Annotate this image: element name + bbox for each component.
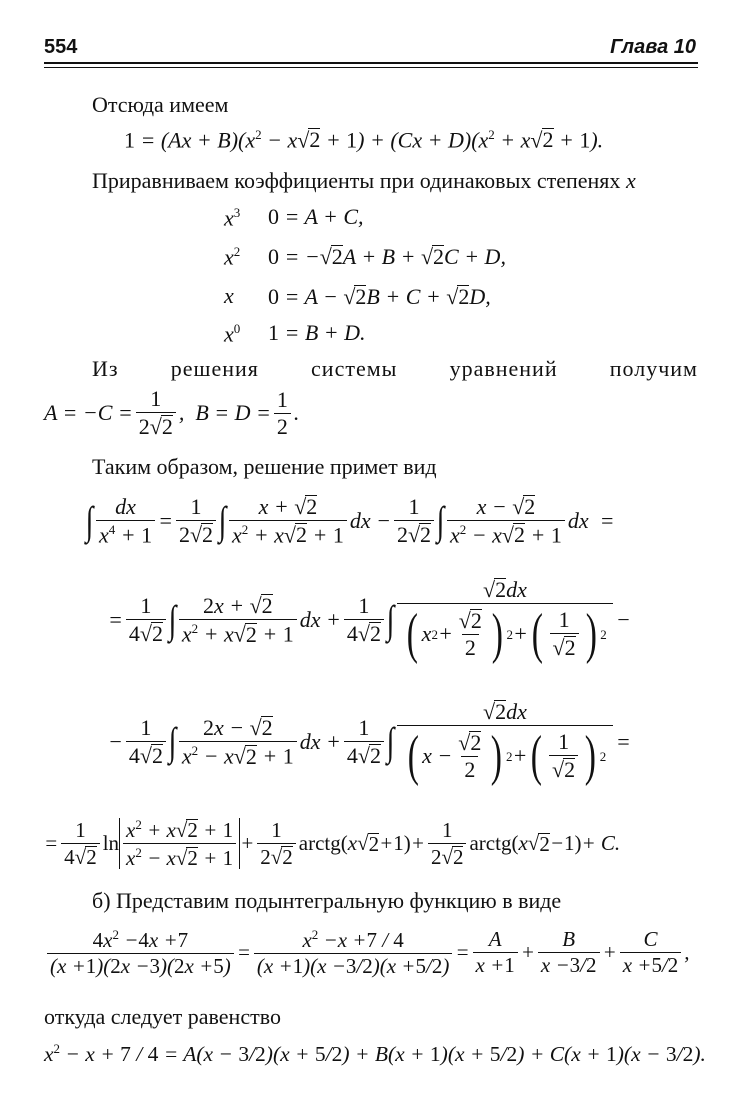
system-row: $x^0$ (224, 321, 241, 347)
partial-fractions: $\frac{4x^2 -4x +7}{(x +1)(2x -3)(2x +5)}$ = $\frac{x^2 -x +7 / 4}{(x +1)(x -3/2)(x +5/2)}$ = $\frac{A}{x +1}$ + $\frac{B}{x -3/2}$ + $\frac{C}{x +5/2}$ , (44, 928, 690, 977)
system-row: x (224, 283, 234, 308)
paragraph-text: б) Представим подынтегральную функцию в виде (92, 888, 562, 913)
paragraph-text: откуда следует равенство (44, 1004, 281, 1029)
paragraph-text: Приравниваем коэффициенты при одинаковых степенях x (92, 168, 636, 193)
integral-line-3: − $\frac{1}{4√2}$ ∫ $\frac{2x - √2}{x^2 - x√2 + 1}$ dx + $\frac{1}{4√2}$ ∫ √2dx ( x − $\frac{√2}{2}$ ) 2 + ( $\frac{1}{√2}$ ) 2 = (108, 699, 631, 787)
system-row: $x^2$ (224, 244, 241, 270)
integral-line-1: ∫ $\frac{dx}{x^4 + 1}$ = $\frac{1}{2√2}$ ∫ $\frac{x + √2}{x^2 + x√2 + 1}$ dx − $\frac{1}{2√2}$ ∫ $\frac{x - √2}{x^2 - x√2 + 1}$ dx = (85, 493, 615, 548)
chapter-title: Глава 10 (610, 36, 696, 58)
integral-result: = $\frac{1}{4√2}$ ln $\frac{x^2 + x√2 + 1}{x^2 - x√2 + 1}$ + $\frac{1}{2√2}$ arctg( x √ 2 + 1) + $\frac{1}{2√2}$ arctg( x √ 2 − 1) + C. (44, 817, 621, 870)
system-equation: 0 = A − √2B + C + √2D, (268, 284, 491, 309)
paragraph-text: Таким образом, решение примет вид (92, 454, 437, 479)
header-rule (44, 62, 698, 64)
integral-line-2: = $\frac{1}{4√2}$ ∫ $\frac{2x + √2}{x^2 + x√2 + 1}$ dx + $\frac{1}{4√2}$ ∫ √2dx ( x 2 + $\frac{√2}{2}$ ) 2 + ( $\frac{1}{√2}$ ) 2 − (108, 577, 631, 665)
system-equation: 0 = A + C, (268, 204, 364, 229)
paragraph-justified: Из решения системы уравнений получим (92, 356, 698, 381)
solution-equation: A = −C = $\frac{1}{2√2}$ , B = D = $\frac{1}{2}$ . (44, 386, 300, 439)
final-equation: $x^2 - x + 7 / 4 = A(x - 3/2)(x + 5/2) + B(x + 1)(x + 5/2) + C(x + 1)(x - 3/2)$. (44, 1041, 706, 1067)
equation-identity: $1 = (Ax + B)(x^2 - x√2 + 1) + (Cx + D)(x^2 + x√2 + 1)$. (124, 127, 604, 153)
paragraph-text: Отсюда имеем (92, 92, 229, 117)
system-equation: 1 = B + D. (268, 320, 366, 345)
system-equation: 0 = −√2A + B + √2C + D, (268, 244, 506, 269)
running-header (44, 36, 696, 60)
page-number: 554 (44, 36, 78, 58)
system-row: $x^3$ (224, 205, 241, 231)
header-rule-thin (44, 67, 698, 68)
